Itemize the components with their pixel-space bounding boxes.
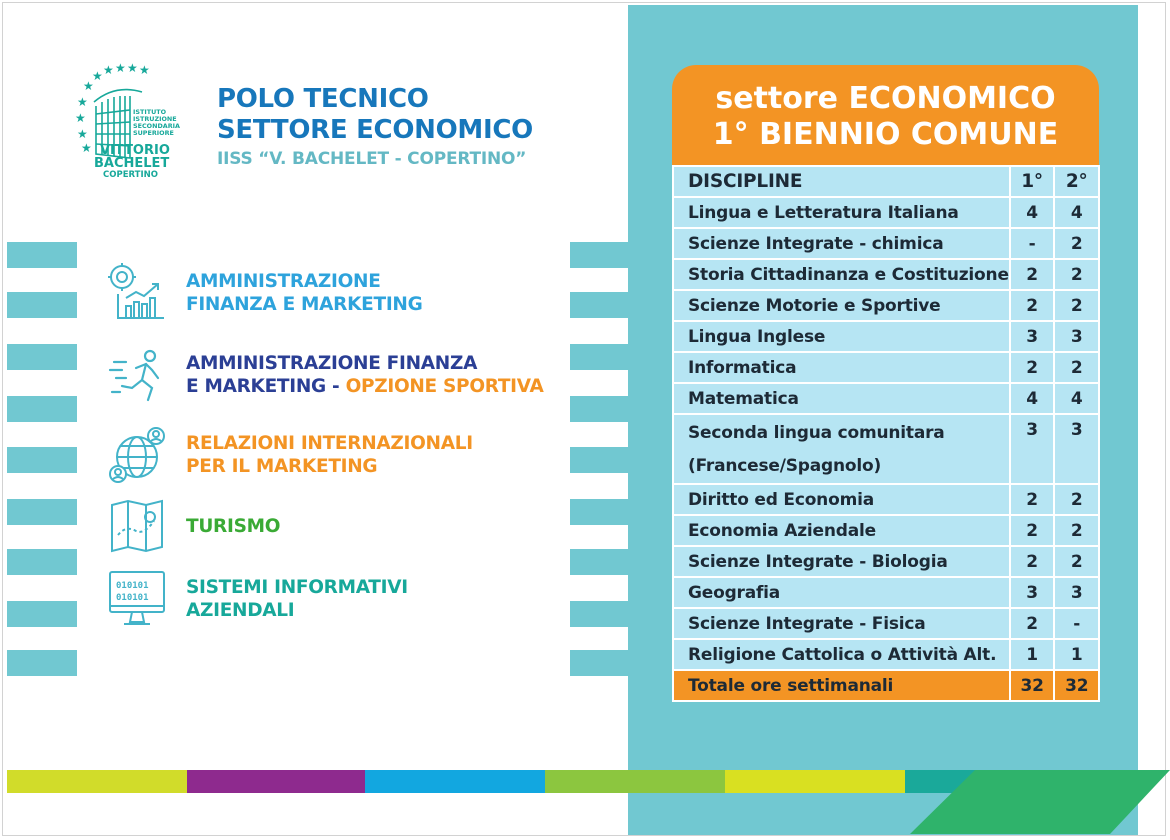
table-cell: 2 [1054,515,1099,546]
table-cell: Lingua Inglese [673,321,1010,352]
course-line: AZIENDALI [186,600,295,621]
table-cell: Storia Cittadinanza e Costituzione [673,259,1010,290]
course-line: FINANZA E MARKETING [186,294,423,315]
svg-text:★: ★ [81,141,92,155]
logo-small-text: ISTRUZIONE [133,115,177,123]
logo-small-text: ISTITUTO [133,108,167,116]
table-header-cell: 2° [1054,166,1099,197]
table-cell: - [1010,228,1055,259]
table-header-cell: 1° [1010,166,1055,197]
table-cell: 1 [1054,639,1099,670]
table-cell: 3 [1054,577,1099,608]
table-cell: 2 [1010,259,1055,290]
svg-text:★: ★ [103,63,114,77]
table-cell: 3 [1010,414,1055,484]
table-cell: Lingua e Letteratura Italiana [673,197,1010,228]
logo-name-text: VITTORIO [100,143,170,158]
logo-name-text: BACHELET [94,156,170,171]
table-cell: 2 [1010,484,1055,515]
table-cell: 2 [1010,546,1055,577]
course-line: TURISMO [186,515,281,537]
svg-text:★: ★ [139,63,150,77]
table-cell: 2 [1054,290,1099,321]
table-cell: 3 [1010,577,1055,608]
svg-text:★: ★ [77,95,88,109]
table-cell: 4 [1054,197,1099,228]
header-line2: SETTORE ECONOMICO [217,115,533,145]
table-cell: Matematica [673,383,1010,414]
table-cell: 2 [1054,546,1099,577]
table-cell: Geografia [673,577,1010,608]
table-cell: 4 [1054,383,1099,414]
course-line: RELAZIONI INTERNAZIONALI [186,433,473,454]
table-cell: - [1054,608,1099,639]
table-cell: 2 [1054,228,1099,259]
logo-small-text: SECONDARIA [133,122,180,130]
header-line1: POLO TECNICO [217,84,429,114]
table-cell: 4 [1010,383,1055,414]
table-cell: 2 [1054,352,1099,383]
table-cell: 3 [1010,321,1055,352]
table-cell: Informatica [673,352,1010,383]
course-line: E MARKETING - [186,376,346,397]
table-cell: Scienze Integrate - Biologia [673,546,1010,577]
logo-city-text: COPERTINO [103,170,158,180]
table-cell: 2 [1054,484,1099,515]
card-title: settore ECONOMICO [715,81,1056,116]
table-cell: Scienze Integrate - Fisica [673,608,1010,639]
table-cell: 2 [1010,352,1055,383]
svg-text:★: ★ [83,79,94,93]
svg-text:★: ★ [115,62,126,75]
table-cell: Scienze Motorie e Sportive [673,290,1010,321]
svg-text:★: ★ [92,69,103,83]
svg-text:★: ★ [127,62,138,75]
table-cell: Economia Aziendale [673,515,1010,546]
course-line: AMMINISTRAZIONE [186,271,381,292]
table-total-cell: Totale ore settimanali [673,670,1010,701]
binary-text: 010101 [116,581,149,591]
header-subtitle: IISS “V. BACHELET - COPERTINO” [217,149,527,169]
table-cell-line: (Francese/Spagnolo) [688,456,882,476]
logo-small-text: SUPERIORE [133,129,174,137]
card-subtitle: 1° BIENNIO COMUNE [712,117,1059,152]
table-cell: 2 [1010,515,1055,546]
course-accent-line: OPZIONE SPORTIVA [345,376,544,397]
table-cell: Religione Cattolica o Attività Alt. [673,639,1010,670]
table-cell: 3 [1054,414,1099,484]
table-total-cell: 32 [1054,670,1099,701]
table-header-cell: DISCIPLINE [673,166,1010,197]
table-cell: 2 [1010,608,1055,639]
svg-text:★: ★ [77,127,88,141]
binary-text: 010101 [116,593,149,603]
svg-text:★: ★ [75,111,86,125]
course-line: SISTEMI INFORMATIVI [186,577,408,598]
table-cell: 2 [1054,259,1099,290]
table-cell: 2 [1010,290,1055,321]
table-cell: 1 [1010,639,1055,670]
course-line: PER IL MARKETING [186,456,378,477]
table-cell: Scienze Integrate - chimica [673,228,1010,259]
table-total-cell: 32 [1010,670,1055,701]
table-cell-line: Seconda lingua comunitara [688,423,945,443]
table-cell: 3 [1054,321,1099,352]
course-line: AMMINISTRAZIONE FINANZA [186,353,478,374]
table-cell: Diritto ed Economia [673,484,1010,515]
table-cell: 4 [1010,197,1055,228]
